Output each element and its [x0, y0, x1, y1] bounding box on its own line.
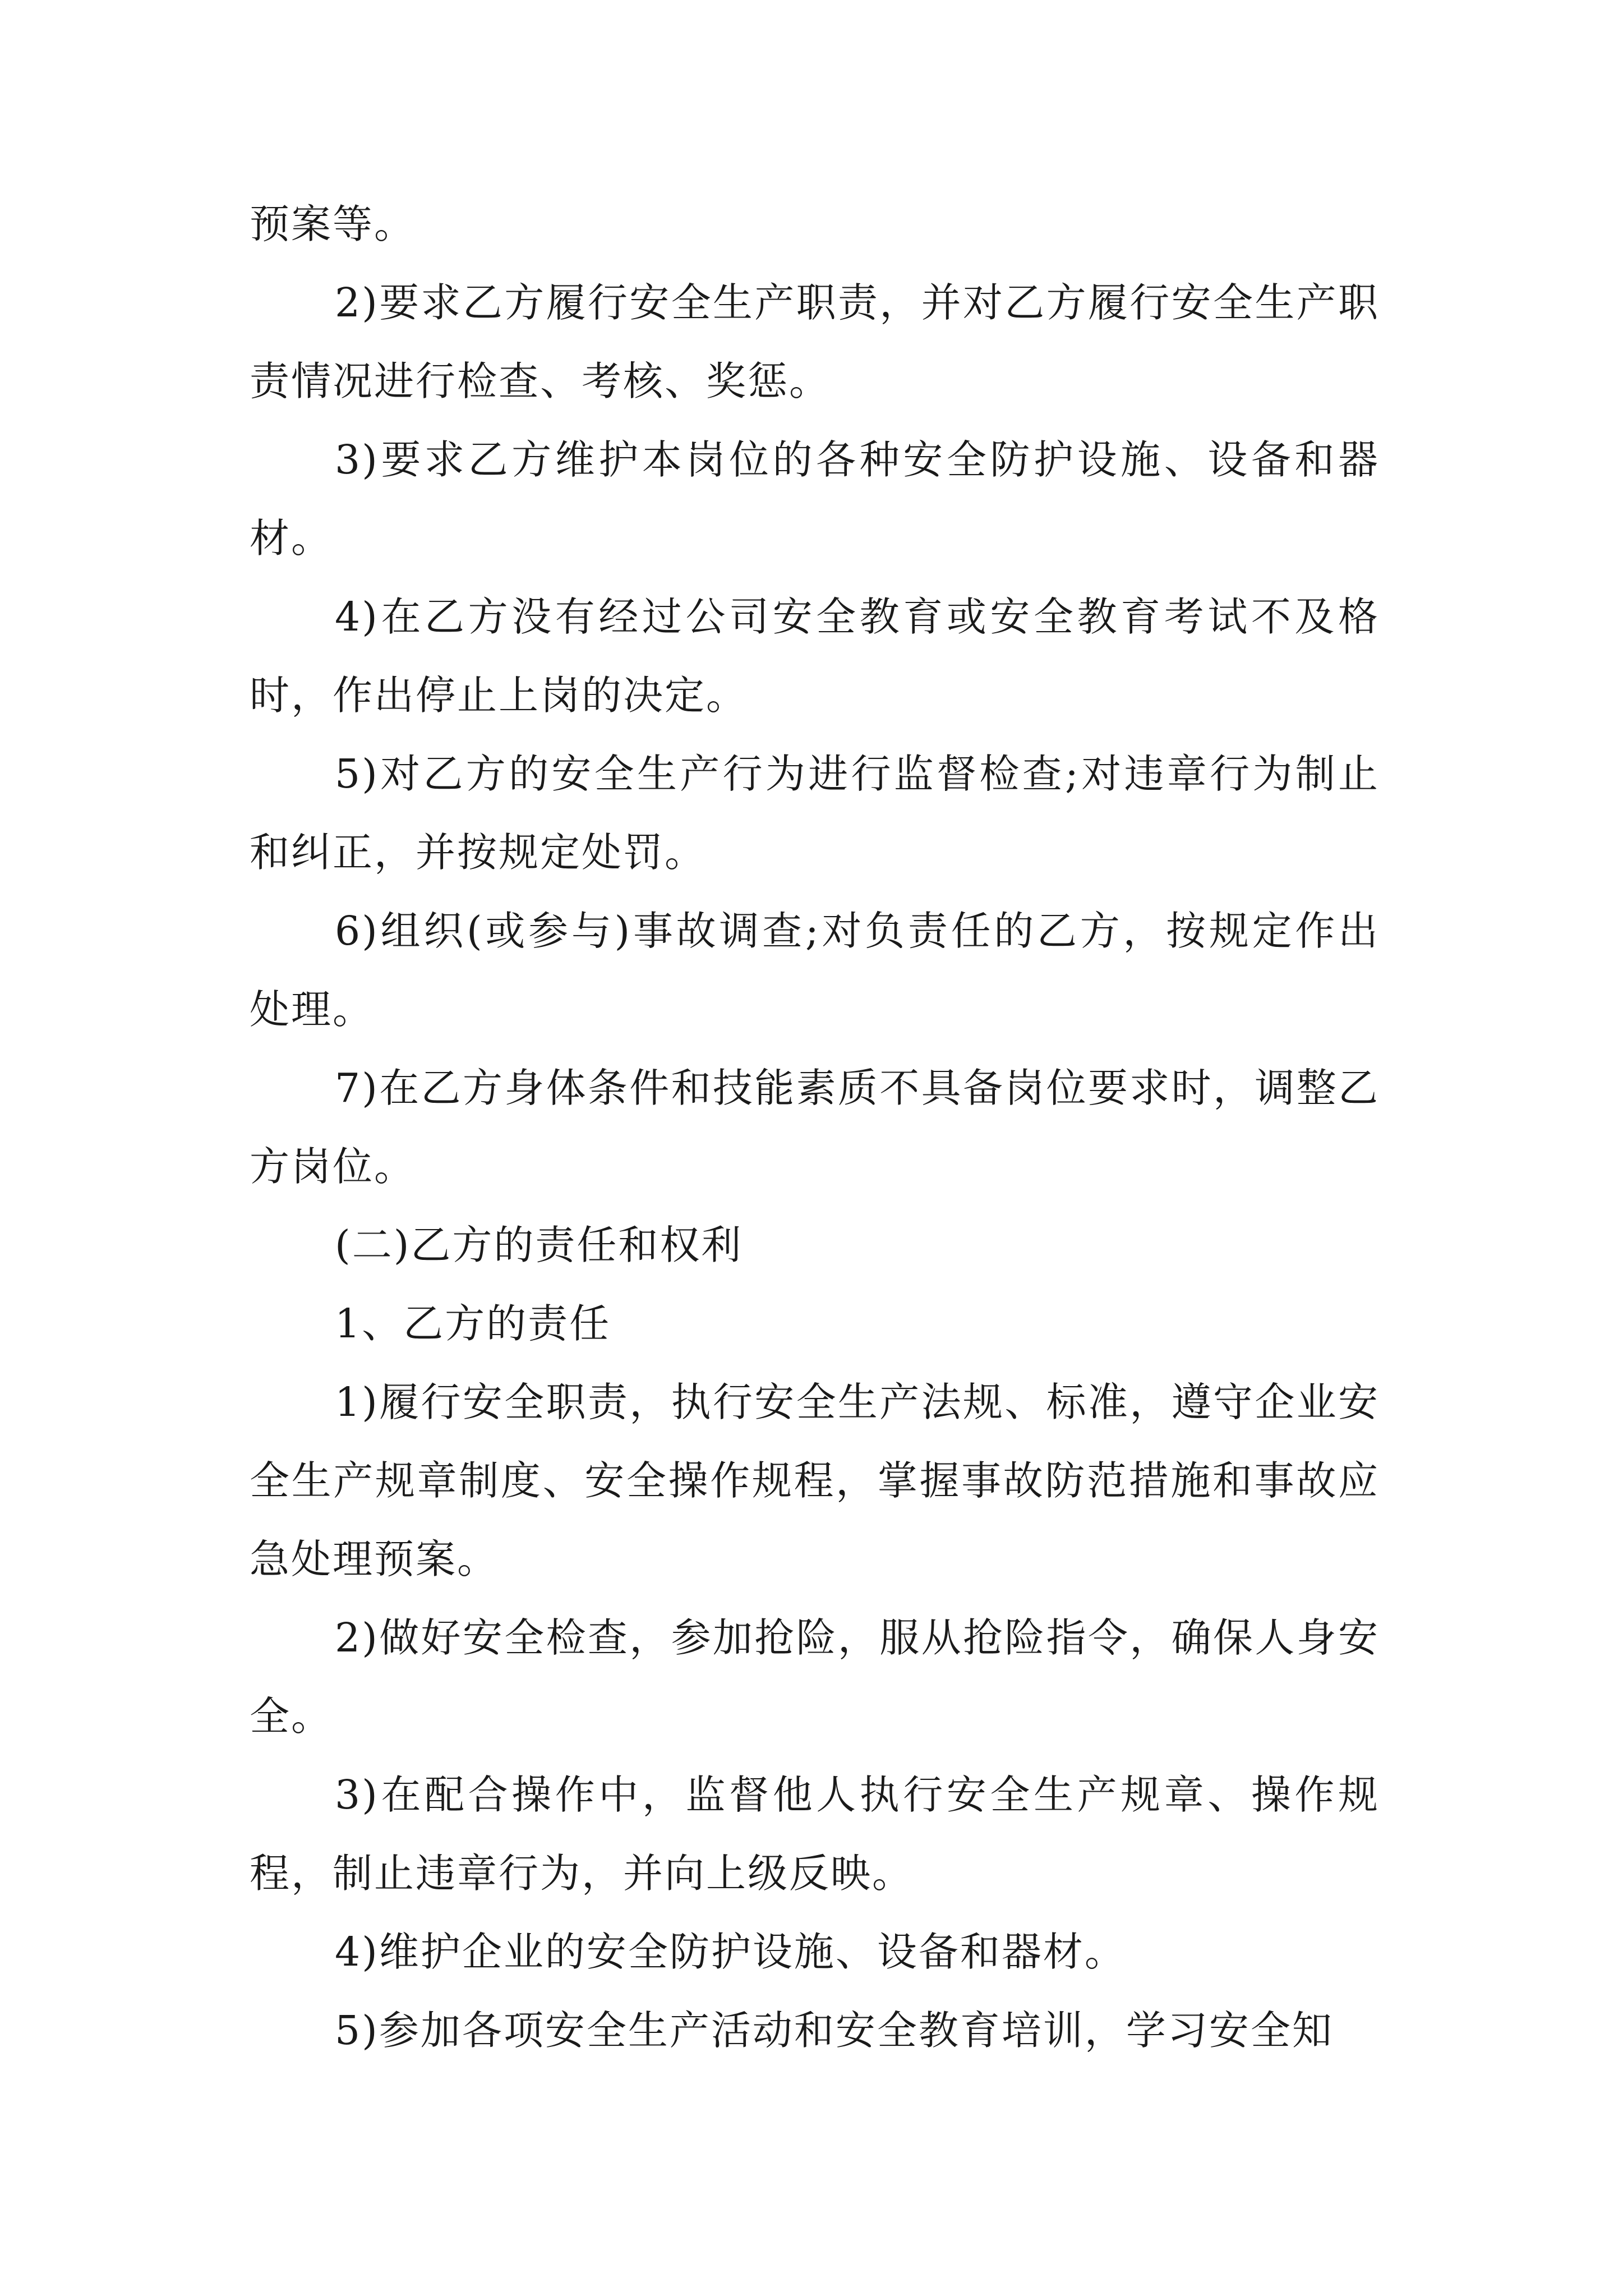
paragraph-14: 5)参加各项安全生产活动和安全教育培训，学习安全知	[335, 2007, 1334, 2054]
paragraph-11: 2)做好安全检查，参加抢险，服从抢险指令，确保人身安全。	[250, 1614, 1380, 1740]
paragraph-2: 2)要求乙方履行安全生产职责，并对乙方履行安全生产职责情况进行检查、考核、奖惩。	[250, 279, 1380, 404]
paragraph-1: 预案等。	[250, 201, 416, 247]
document-body	[250, 185, 1380, 2070]
paragraph-3: 3)要求乙方维护本岗位的各种安全防护设施、设备和器材。	[250, 436, 1380, 562]
paragraph-4: 4)在乙方没有经过公司安全教育或安全教育考试不及格时，作出停止上岗的决定。	[250, 593, 1380, 719]
paragraph-5: 5)对乙方的安全生产行为进行监督检查;对违章行为制止和纠正，并按规定处罚。	[250, 751, 1380, 876]
paragraph-13: 4)维护企业的安全防护设施、设备和器材。	[335, 1929, 1126, 1975]
paragraph-6: 6)组织(或参与)事故调查;对负责任的乙方，按规定作出处理。	[250, 908, 1380, 1033]
paragraph-10: 1)履行安全职责，执行安全生产法规、标准，遵守企业安全生产规章制度、安全操作规程，掌握事故防范措施和事故应急处理预案。	[250, 1379, 1380, 1582]
section-heading: (二)乙方的责任和权利	[335, 1222, 743, 1268]
subsection-heading: 1、乙方的责任	[335, 1300, 611, 1347]
paragraph-12: 3)在配合操作中，监督他人执行安全生产规章、操作规程，制止违章行为，并向上级反映。	[250, 1772, 1380, 1897]
paragraph-7: 7)在乙方身体条件和技能素质不具备岗位要求时，调整乙方岗位。	[250, 1065, 1380, 1190]
